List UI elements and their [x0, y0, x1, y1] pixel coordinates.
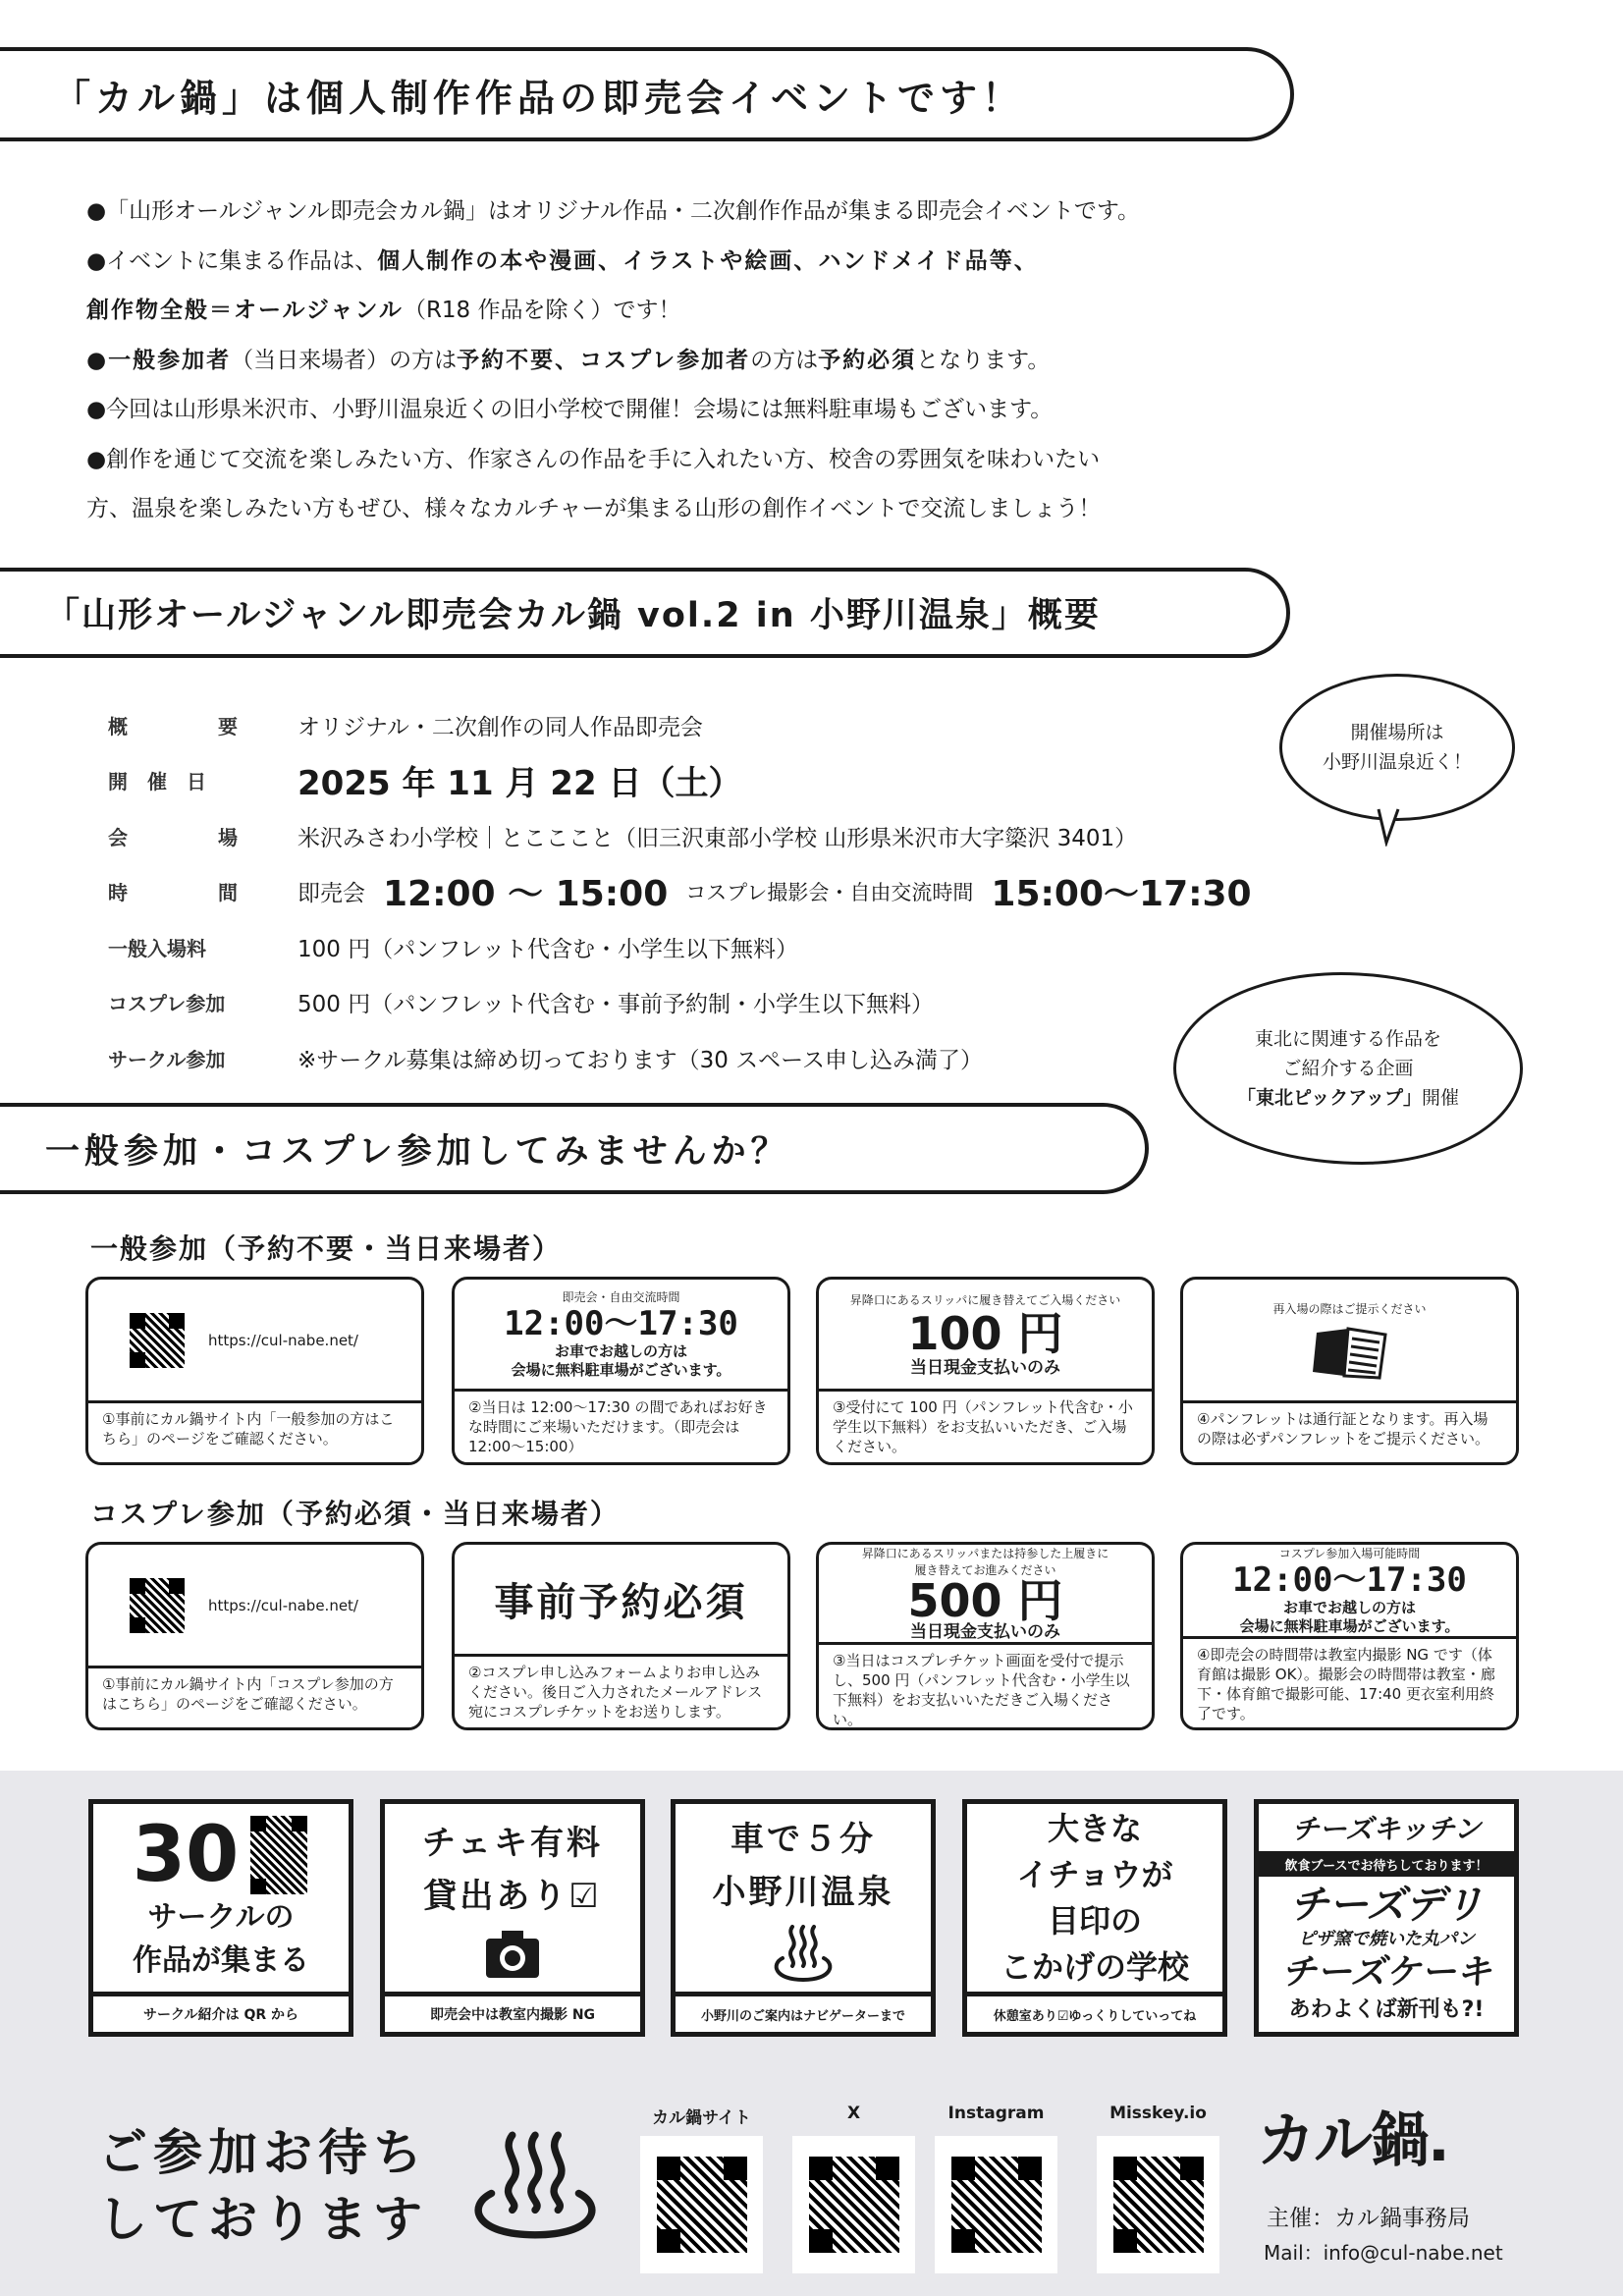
sale-time: 12:00 〜 15:00 [383, 874, 669, 915]
tile-footer: 小野川のご案内はナビゲーターまで [676, 1992, 931, 2032]
card-caption: コスプレ参加入場可能時間 [1278, 1547, 1421, 1560]
overview-value: 500 円（パンフレット代含む・事前予約制・小学生以下無料） [298, 992, 935, 1018]
food-booth-banner: 飲食ブースでお待ちしております！ [1259, 1851, 1514, 1877]
qr-code-icon[interactable] [807, 2155, 901, 2255]
section-title-intro: 「カル鍋」は個人制作作品の即売会イベントです！ [53, 76, 1025, 120]
card-time: 12:00〜17:30 [1232, 1560, 1467, 1600]
overview-label: 会 場 [108, 825, 273, 849]
tile-text: 車で５分 [730, 1819, 876, 1859]
qr-code-icon[interactable] [949, 2155, 1044, 2255]
tile-text: あわよくば新刊も?! [1288, 1997, 1485, 2022]
body-text: ●イベントに集まる作品は、 [86, 247, 378, 274]
sale-label: 即売会 [298, 881, 365, 907]
tile-text: チェキ有料 [422, 1823, 603, 1863]
overview-value: 100 円（パンフレット代含む・小学生以下無料） [298, 936, 799, 962]
body-text: （当日来場者）の方は [231, 347, 458, 373]
tile-text: イチョウが [1016, 1855, 1173, 1893]
feature-tile-cheki [380, 1799, 645, 2037]
site-url-link[interactable]: https://cul-nabe.net/ [208, 1596, 358, 1614]
card-price: 100 円 [907, 1306, 1063, 1360]
qr-code-icon[interactable] [1111, 2155, 1206, 2255]
tile-text: サークルの [147, 1899, 295, 1935]
qr-label-misskey: Misskey.io [1109, 2104, 1207, 2123]
intro-paragraph [86, 237, 1265, 287]
tile-text: 大きな [1047, 1809, 1142, 1847]
card-instruction: ③受付にて 100 円（パンフレット代含む・小学生以下無料）をお支払いいただき、ご入場ください。 [833, 1398, 1133, 1455]
cosplay-time-label: コスプレ撮影会・自由交流時間 [685, 880, 974, 904]
card-note: お車でお越しの方は [1282, 1599, 1416, 1616]
tile-footer: 休憩室あり☑ゆっくりしていってね [967, 1992, 1222, 2032]
section-title-overview: 「山形オールジャンル即売会カル鍋 vol.2 in 小野川温泉」概要 [45, 596, 1101, 635]
culnabe-logo: カル鍋. [1257, 2106, 1448, 2175]
card-caption: 即売会・自由交流時間 [562, 1290, 680, 1304]
welcome-message [98, 2119, 428, 2253]
feature-tile-ginkgo [962, 1799, 1227, 2037]
tohoku-pickup-title: 「東北ピックアップ」 [1237, 1087, 1422, 1109]
menu-item: チーズケーキ [1280, 1952, 1492, 1993]
emphasis-text: 予約必須 [818, 347, 917, 373]
card-price: 500 円 [907, 1574, 1063, 1627]
overview-value: オリジナル・二次創作の同人作品即売会 [298, 714, 703, 740]
site-url-link[interactable]: https://cul-nabe.net/ [208, 1331, 358, 1349]
qr-code-icon[interactable] [655, 2155, 749, 2255]
qr-code-x[interactable] [792, 2136, 915, 2273]
feature-tile-cheese-kitchen [1254, 1799, 1519, 2037]
circle-count: 30 [132, 1810, 240, 1899]
body-text: となります。 [916, 347, 1051, 373]
general-card-3 [816, 1277, 1155, 1465]
intro-paragraph [86, 385, 1265, 435]
card-instruction: ①事前にカル鍋サイト内「コスプレ参加の方はこちら」のページをご確認ください。 [102, 1675, 394, 1713]
overview-row-summary [108, 697, 1335, 753]
overview-label: サークル参加 [108, 1047, 226, 1071]
qr-code-icon[interactable] [128, 1576, 187, 1635]
intro-paragraph [86, 336, 1265, 386]
overview-value: ※サークル募集は締め切っております（30 スペース申し込み満了） [298, 1047, 984, 1073]
menu-item-desc: ピザ窯で焼いた丸パン [1298, 1929, 1475, 1949]
emphasis-text: 予約不要、コスプレ参加者 [457, 347, 751, 373]
hot-spring-icon [769, 1923, 838, 1984]
body-text: ●今回は山形県米沢市、小野川温泉近くの旧小学校で開催！会場には無料駐車場もございます。 [86, 397, 1054, 422]
body-text: 方、温泉を楽しみたい方もぜひ、様々なカルチャーが集まる山形の創作イベントで交流しましょう！ [86, 496, 1102, 521]
qr-code-icon[interactable] [128, 1311, 187, 1370]
overview-label: コスプレ参加 [108, 992, 226, 1016]
intro-paragraph [86, 187, 1265, 237]
section-title-participate: 一般参加・コスプレ参加してみませんか？ [45, 1131, 790, 1172]
overview-label: 一般入場料 [108, 936, 206, 960]
qr-code-site[interactable] [640, 2136, 763, 2273]
feature-tile-onsen [671, 1799, 936, 2037]
card-instruction: ④即売会の時間帯は教室内撮影 NG です（体育館は撮影 OK）。撮影会の時間帯は教室・廊下・体育館で撮影可能、17:40 更衣室利用終了です。 [1197, 1646, 1495, 1722]
tile-text: こかげの学校 [1000, 1947, 1189, 1986]
overview-row-venue [108, 808, 1335, 864]
qr-code-instagram[interactable] [935, 2136, 1057, 2273]
feature-tile-circles [88, 1799, 353, 2037]
venue-value: 米沢みさわ小学校｜とこここと（旧三沢東部小学校 山形県米沢市大字簗沢 3401） [298, 825, 1138, 851]
venue-speech-bubble [1279, 674, 1515, 821]
general-card-1 [85, 1277, 424, 1465]
bubble-text: 開催 [1421, 1087, 1459, 1109]
overview-row-general-fee [108, 919, 1335, 975]
body-text: ●創作を通じて交流を楽しみたい方、作家さんの作品を手に入れたい方、校舎の雰囲気を味わいたい [86, 446, 1101, 472]
card-caption: 再入場の際はご提示ください [1272, 1302, 1427, 1316]
cosplay-time: 15:00〜17:30 [991, 874, 1252, 915]
bubble-text: ご紹介する企画 [1282, 1058, 1414, 1079]
welcome-line: ご参加お待ち [98, 2124, 428, 2181]
event-date: 2025 年 11 月 22 日（土） [298, 764, 742, 804]
overview-label: 開催日 [108, 770, 226, 794]
tohoku-pickup-bubble [1173, 972, 1523, 1165]
intro-text [86, 187, 1265, 534]
card-note: 会場に無料駐車場がございます。 [511, 1361, 731, 1379]
emphasis-text: 創作物全般＝オールジャンル [86, 298, 404, 323]
camera-icon [484, 1929, 541, 1980]
tile-text: 作品が集まる [133, 1942, 309, 1978]
card-note: 当日現金支払いのみ [910, 1622, 1060, 1642]
section-header-intro [0, 47, 1294, 141]
contact-mail: Mail：info@cul-nabe.net [1264, 2241, 1503, 2265]
welcome-line: しております [98, 2191, 428, 2248]
overview-row-circle [108, 1030, 1335, 1086]
qr-code-misskey[interactable] [1097, 2136, 1219, 2273]
emphasis-text: ●一般参加者 [86, 347, 232, 373]
card-caption: 昇降口にあるスリッパに履き替えてご入場ください [849, 1292, 1121, 1307]
reservation-required-label: 事前予約必須 [494, 1580, 748, 1625]
card-instruction: ②当日は 12:00〜17:30 の間であればお好きな時間にご来場いただけます。（即売会は 12:00〜15:00） [468, 1398, 768, 1455]
tile-text: 貸出あり☑ [423, 1876, 602, 1916]
emphasis-text: 個人制作の本や漫画、イラストや絵画、ハンドメイド品等、 [377, 247, 1039, 274]
general-participation-heading: 一般参加（予約不要・当日来場者） [90, 1232, 563, 1265]
card-caption: 履き替えてお進みください [914, 1563, 1056, 1577]
card-time: 12:00〜17:30 [504, 1304, 738, 1343]
cosplay-card-1 [85, 1542, 424, 1730]
qr-label-site: カル鍋サイト [652, 2108, 751, 2128]
qr-code-icon[interactable] [248, 1814, 309, 1896]
section-header-overview [0, 568, 1290, 658]
tile-footer: サークル紹介は QR から [93, 1992, 349, 2032]
section-header-participate [0, 1103, 1149, 1194]
overview-row-time [108, 864, 1335, 920]
general-card-2 [452, 1277, 790, 1465]
overview-row-cosplay-fee [108, 975, 1335, 1031]
cosplay-card-2 [452, 1542, 790, 1730]
qr-label-x: X [846, 2104, 861, 2123]
intro-paragraph [86, 484, 1265, 534]
menu-item: チーズデリ [1289, 1883, 1484, 1928]
card-caption: 昇降口にあるスリッパまたは持参した上履きに [861, 1547, 1109, 1560]
body-text: （R18 作品を除く）です！ [403, 298, 681, 323]
cheese-kitchen-title: チーズキッチン [1291, 1813, 1482, 1845]
card-note: 会場に無料駐車場がございます。 [1239, 1617, 1460, 1635]
pamphlet-icon [1311, 1325, 1389, 1380]
overview-label: 時 間 [108, 881, 273, 905]
intro-paragraph [86, 286, 1265, 336]
bubble-tail-icon [1375, 807, 1404, 847]
card-instruction: ②コスプレ申し込みフォームよりお申し込みください。後日ご入力されたメールアドレス宛にコスプレチケットをお送りします。 [468, 1664, 763, 1721]
tile-text: 目印の [1047, 1901, 1142, 1940]
tile-text: 小野川温泉 [712, 1872, 894, 1912]
card-instruction: ③当日はコスプレチケット画面を受付で提示し、500 円（パンフレット代含む・小学生以下無料）をお支払いいただきご入場ください。 [833, 1652, 1130, 1728]
bubble-text: 東北に関連する作品を [1254, 1028, 1441, 1050]
body-text: の方は [750, 347, 819, 373]
card-instruction: ④パンフレットは通行証となります。再入場の際は必ずパンフレットをご提示ください。 [1197, 1410, 1490, 1448]
overview-row-date [108, 753, 1335, 809]
cosplay-card-3 [816, 1542, 1155, 1730]
general-card-4 [1180, 1277, 1519, 1465]
overview-label: 概 要 [108, 714, 273, 738]
cosplay-participation-heading: コスプレ参加（予約必須・当日来場者） [90, 1498, 620, 1530]
card-instruction: ①事前にカル鍋サイト内「一般参加の方はこちら」のページをご確認ください。 [102, 1410, 395, 1448]
card-note: お車でお越しの方は [554, 1342, 687, 1360]
card-note: 当日現金支払いのみ [910, 1357, 1060, 1378]
hot-spring-icon [461, 2131, 609, 2239]
qr-label-instagram: Instagram [947, 2104, 1045, 2123]
tile-footer: 即売会中は教室内撮影 NG [385, 1992, 640, 2032]
intro-paragraph [86, 435, 1265, 485]
bubble-text: 小野川温泉近く！ [1322, 751, 1472, 773]
organizer: 主催：カル鍋事務局 [1267, 2206, 1470, 2231]
overview-table [108, 697, 1335, 1086]
bubble-text: 開催場所は [1350, 722, 1444, 743]
cosplay-card-4 [1180, 1542, 1519, 1730]
body-text: ●「山形オールジャンル即売会カル鍋」はオリジナル作品・二次創作作品が集まる即売会イベントです。 [86, 198, 1141, 224]
